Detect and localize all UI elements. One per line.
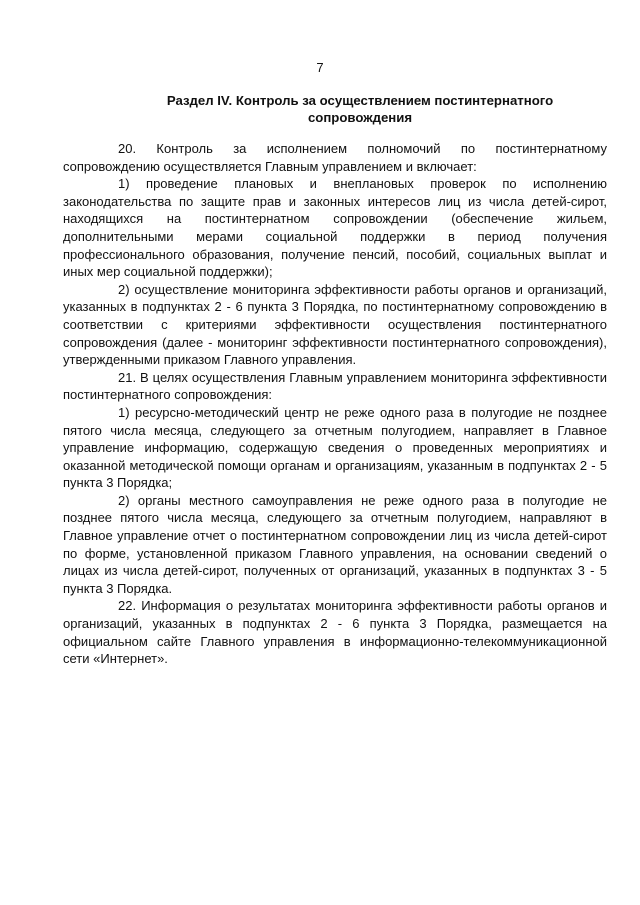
page-number: 7 [316, 60, 324, 75]
section-title: Раздел IV. Контроль за осуществлением постинтернатного сопровождения [166, 93, 554, 125]
paragraph-20-2: 2) осуществление мониторинга эффективности работы органов и организаций, указанных в подпунктах 2 - 6 пункта 3 Порядка, по постинтернатному сопровождению в соответствии с критериями эффективности осуществления постинтернатного сопровождения (далее - мониторинг эффективности постинтернатного сопровождения), утвержденными приказом Главного управления. [63, 281, 607, 368]
paragraph-21: 21. В целях осуществления Главным управлением мониторинга эффективности постинтернатного сопровождения: [63, 369, 607, 403]
paragraph-21-1: 1) ресурсно-методический центр не реже одного раза в полугодие не позднее пятого числа месяца, следующего за отчетным полугодием, направляет в Главное управление информацию, содержащую сведения о проведенных мероприятиях и оказанной методической помощи органам и организациям, указанным в подпунктах 2 - 5 пункта 3 Порядка; [63, 404, 607, 491]
paragraph-20: 20. Контроль за исполнением полномочий по постинтернатному сопровождению осуществляется Главным управлением и включает: [63, 141, 607, 174]
paragraph-21-2: 2) органы местного самоуправления не реже одного раза в полугодие не позднее пятого числа месяца, следующего за отчетным полугодием, направляют в Главное управление отчет о постинтернатном сопровождении лиц из числа детей-сирот по форме, установленной приказом Главного управления, на основании сведений о лицах из числа детей-сирот, полученных от организаций, указанных в подпунктах 3 - 5 пункта 3 Порядка. [63, 492, 607, 596]
paragraph-22: 22. Информация о результатах мониторинга эффективности работы органов и организаций, указанных в подпунктах 2 - 6 пункта 3 Порядка, размещается на официальном сайте Главного управления в информационно-телекоммуникационной сети «Интернет». [63, 598, 607, 667]
document-body [63, 140, 607, 668]
paragraph-20-1: 1) проведение плановых и внеплановых проверок по исполнению законодательства по защите прав и законных интересов лиц из числа детей-сирот, находящихся на постинтернатном сопровождении (обеспечение жильем, дополнительными мерами социальной поддержки в период получения профессионального образования, получение пенсий, пособий, социальных выплат и иных мер социальной поддержки); [63, 176, 607, 280]
